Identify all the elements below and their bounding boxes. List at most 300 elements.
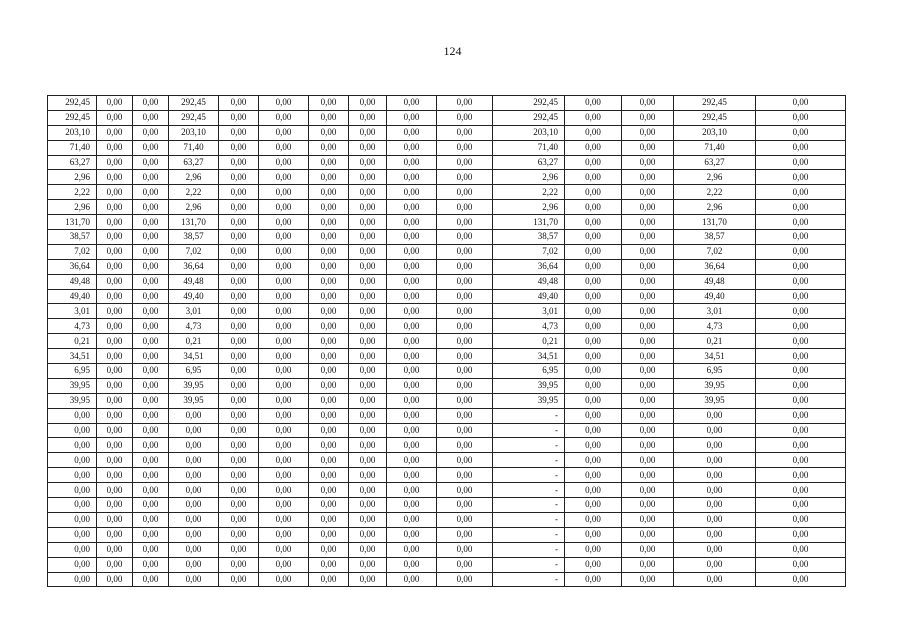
- table-cell: 292,45: [674, 96, 756, 111]
- table-cell: 0,00: [259, 230, 309, 245]
- table-cell: 71,40: [169, 140, 219, 155]
- table-cell: 2,22: [48, 185, 97, 200]
- table-cell: 0,00: [349, 349, 387, 364]
- table-cell: 0,00: [259, 155, 309, 170]
- table-cell: 0,00: [309, 542, 349, 557]
- table-cell: 0,00: [437, 185, 493, 200]
- table-cell: -: [493, 498, 565, 513]
- table-cell: 0,00: [169, 408, 219, 423]
- table-cell: 0,00: [133, 408, 169, 423]
- table-cell: 0,00: [219, 453, 259, 468]
- table-cell: 0,00: [387, 125, 437, 140]
- table-cell: 0,00: [756, 125, 846, 140]
- table-cell: 0,00: [219, 185, 259, 200]
- table-cell: 0,00: [349, 140, 387, 155]
- table-cell: 292,45: [493, 96, 565, 111]
- table-cell: 0,00: [565, 304, 622, 319]
- table-cell: 0,00: [309, 498, 349, 513]
- table-cell: 63,27: [493, 155, 565, 170]
- table-cell: 0,00: [219, 498, 259, 513]
- table-cell: 0,00: [565, 185, 622, 200]
- table-cell: 0,00: [97, 334, 133, 349]
- table-cell: 0,00: [133, 453, 169, 468]
- table-cell: 0,00: [259, 453, 309, 468]
- table-cell: 0,00: [259, 572, 309, 587]
- table-cell: 0,00: [219, 334, 259, 349]
- table-cell: 0,00: [219, 289, 259, 304]
- table-cell: 0,00: [437, 364, 493, 379]
- table-cell: 0,00: [437, 259, 493, 274]
- table-cell: 0,00: [437, 125, 493, 140]
- table-cell: 0,00: [259, 423, 309, 438]
- table-cell: -: [493, 468, 565, 483]
- table-cell: 0,00: [309, 334, 349, 349]
- table-cell: 0,00: [169, 557, 219, 572]
- table-cell: 0,00: [219, 304, 259, 319]
- table-cell: 0,00: [349, 378, 387, 393]
- table-cell: 0,00: [756, 349, 846, 364]
- table-cell: 0,00: [387, 438, 437, 453]
- table-cell: 0,00: [97, 393, 133, 408]
- table-cell: 0,00: [622, 423, 674, 438]
- table-cell: 0,00: [756, 542, 846, 557]
- table-cell: -: [493, 572, 565, 587]
- table-cell: 0,00: [48, 483, 97, 498]
- table-cell: 0,00: [219, 468, 259, 483]
- table-cell: 0,00: [756, 244, 846, 259]
- table-cell: 0,00: [622, 498, 674, 513]
- table-cell: 0,00: [169, 572, 219, 587]
- table-cell: 0,21: [48, 334, 97, 349]
- table-cell: 0,00: [387, 408, 437, 423]
- table-cell: 0,00: [387, 155, 437, 170]
- table-cell: 34,51: [493, 349, 565, 364]
- table-cell: 0,00: [219, 155, 259, 170]
- table-cell: 0,00: [169, 468, 219, 483]
- table-row: [48, 274, 846, 289]
- table-cell: 0,00: [349, 125, 387, 140]
- table-cell: 0,00: [48, 542, 97, 557]
- table-cell: 0,00: [133, 96, 169, 111]
- table-cell: 0,00: [133, 349, 169, 364]
- table-cell: 0,00: [309, 512, 349, 527]
- table-cell: 0,00: [622, 125, 674, 140]
- table-cell: 0,00: [309, 572, 349, 587]
- table-cell: 0,00: [349, 453, 387, 468]
- table-cell: 0,00: [259, 364, 309, 379]
- table-cell: 38,57: [674, 230, 756, 245]
- table-cell: 0,00: [756, 527, 846, 542]
- table-cell: 0,00: [622, 557, 674, 572]
- table-cell: 2,96: [674, 170, 756, 185]
- table-cell: 3,01: [169, 304, 219, 319]
- table-cell: 0,00: [349, 170, 387, 185]
- table-cell: 0,00: [133, 259, 169, 274]
- table-cell: 0,00: [133, 230, 169, 245]
- table-cell: 0,00: [622, 110, 674, 125]
- table-cell: 0,00: [97, 289, 133, 304]
- table-cell: 0,00: [169, 498, 219, 513]
- table-cell: 34,51: [674, 349, 756, 364]
- table-row: [48, 125, 846, 140]
- table-cell: 0,00: [133, 334, 169, 349]
- table-cell: 0,00: [219, 393, 259, 408]
- table-cell: 2,22: [169, 185, 219, 200]
- table-cell: 0,00: [133, 289, 169, 304]
- table-cell: 0,00: [219, 259, 259, 274]
- table-cell: 0,00: [133, 393, 169, 408]
- table-cell: 0,00: [97, 140, 133, 155]
- table-cell: 0,00: [565, 274, 622, 289]
- table-cell: 0,00: [259, 468, 309, 483]
- table-cell: 0,00: [309, 438, 349, 453]
- table-cell: 0,00: [756, 155, 846, 170]
- table-row: [48, 572, 846, 587]
- table-cell: 0,00: [387, 378, 437, 393]
- table-cell: 0,00: [387, 259, 437, 274]
- table-row: [48, 215, 846, 230]
- table-cell: 0,00: [349, 423, 387, 438]
- table-cell: 0,00: [133, 468, 169, 483]
- table-cell: 0,00: [133, 170, 169, 185]
- table-cell: 0,00: [259, 289, 309, 304]
- table-cell: 0,00: [437, 557, 493, 572]
- table-cell: 0,00: [259, 319, 309, 334]
- table-cell: 49,40: [48, 289, 97, 304]
- table-row: [48, 304, 846, 319]
- table-cell: 0,00: [309, 289, 349, 304]
- table-cell: 0,00: [169, 527, 219, 542]
- table-cell: 0,00: [309, 408, 349, 423]
- table-body: [48, 96, 846, 587]
- table-cell: 0,00: [349, 408, 387, 423]
- table-row: [48, 512, 846, 527]
- table-cell: 0,00: [169, 423, 219, 438]
- table-cell: 3,01: [493, 304, 565, 319]
- table-cell: -: [493, 438, 565, 453]
- table-cell: 6,95: [674, 364, 756, 379]
- table-cell: 0,00: [219, 110, 259, 125]
- table-cell: 0,00: [756, 408, 846, 423]
- table-cell: 203,10: [169, 125, 219, 140]
- table-cell: 0,00: [756, 423, 846, 438]
- table-row: [48, 453, 846, 468]
- table-cell: 0,00: [97, 185, 133, 200]
- table-cell: 0,00: [622, 468, 674, 483]
- table-cell: 0,00: [97, 110, 133, 125]
- table-cell: 0,00: [259, 498, 309, 513]
- table-cell: 0,00: [565, 572, 622, 587]
- table-cell: 0,00: [565, 498, 622, 513]
- table-cell: 0,00: [437, 289, 493, 304]
- table-cell: 0,00: [219, 96, 259, 111]
- table-cell: 0,00: [48, 498, 97, 513]
- table-cell: 39,95: [674, 393, 756, 408]
- table-cell: 0,00: [219, 215, 259, 230]
- table-cell: 0,00: [219, 483, 259, 498]
- table-cell: 63,27: [48, 155, 97, 170]
- table-cell: 0,00: [259, 304, 309, 319]
- table-cell: 0,00: [349, 274, 387, 289]
- table-cell: 0,00: [97, 483, 133, 498]
- table-cell: 2,22: [493, 185, 565, 200]
- table-row: [48, 498, 846, 513]
- table-cell: 0,00: [674, 438, 756, 453]
- table-cell: 0,00: [674, 483, 756, 498]
- table-cell: 0,00: [437, 542, 493, 557]
- table-cell: 0,00: [622, 364, 674, 379]
- table-cell: 0,00: [97, 200, 133, 215]
- table-cell: 0,00: [259, 512, 309, 527]
- table-cell: 0,00: [437, 572, 493, 587]
- table-cell: 0,00: [437, 319, 493, 334]
- table-cell: 71,40: [493, 140, 565, 155]
- table-cell: 0,00: [437, 200, 493, 215]
- table-cell: 0,00: [97, 364, 133, 379]
- table-cell: -: [493, 512, 565, 527]
- table-cell: 0,00: [48, 438, 97, 453]
- table-cell: 0,00: [97, 96, 133, 111]
- table-cell: 0,00: [387, 393, 437, 408]
- table-cell: 0,00: [219, 408, 259, 423]
- table-cell: 0,00: [309, 557, 349, 572]
- table-cell: 0,00: [259, 557, 309, 572]
- table-cell: 0,00: [349, 110, 387, 125]
- table-cell: 0,00: [437, 140, 493, 155]
- table-cell: 0,00: [309, 378, 349, 393]
- table-cell: 0,00: [349, 542, 387, 557]
- table-cell: 0,00: [259, 483, 309, 498]
- table-cell: 0,00: [309, 200, 349, 215]
- table-cell: 39,95: [169, 378, 219, 393]
- table-cell: 0,00: [219, 542, 259, 557]
- table-cell: 0,00: [309, 96, 349, 111]
- table-cell: 0,00: [349, 468, 387, 483]
- table-cell: 0,00: [219, 125, 259, 140]
- table-cell: 0,00: [219, 244, 259, 259]
- table-cell: 0,00: [622, 170, 674, 185]
- table-cell: 7,02: [674, 244, 756, 259]
- table-cell: 0,00: [756, 200, 846, 215]
- table-cell: 0,00: [565, 378, 622, 393]
- table-cell: 292,45: [674, 110, 756, 125]
- table-cell: 0,00: [437, 408, 493, 423]
- table-cell: 0,00: [133, 125, 169, 140]
- table-row: [48, 393, 846, 408]
- table-cell: 49,48: [493, 274, 565, 289]
- table-cell: 0,00: [97, 453, 133, 468]
- table-cell: 0,00: [309, 185, 349, 200]
- table-cell: 2,96: [169, 200, 219, 215]
- table-cell: 0,00: [437, 170, 493, 185]
- table-cell: 0,00: [565, 393, 622, 408]
- table-cell: 2,96: [48, 170, 97, 185]
- table-cell: 0,00: [133, 274, 169, 289]
- table-cell: 0,00: [387, 542, 437, 557]
- table-cell: 0,00: [622, 200, 674, 215]
- table-cell: 0,00: [97, 349, 133, 364]
- table-row: [48, 185, 846, 200]
- table-cell: 0,00: [565, 408, 622, 423]
- table-cell: 0,00: [219, 423, 259, 438]
- table-cell: 292,45: [169, 110, 219, 125]
- table-cell: 0,00: [97, 542, 133, 557]
- table-row: [48, 542, 846, 557]
- table-cell: 0,00: [349, 289, 387, 304]
- table-cell: 0,00: [169, 438, 219, 453]
- table-cell: 0,00: [756, 557, 846, 572]
- table-cell: 0,00: [387, 319, 437, 334]
- table-cell: 0,00: [97, 498, 133, 513]
- table-cell: 2,22: [674, 185, 756, 200]
- table-cell: 0,00: [437, 393, 493, 408]
- table-cell: 0,00: [97, 215, 133, 230]
- table-cell: 0,00: [756, 259, 846, 274]
- table-cell: -: [493, 527, 565, 542]
- table-cell: 0,00: [309, 170, 349, 185]
- table-row: [48, 527, 846, 542]
- table-cell: 0,00: [622, 378, 674, 393]
- table-cell: 0,00: [219, 319, 259, 334]
- table-cell: 0,00: [387, 110, 437, 125]
- table-row: [48, 334, 846, 349]
- table-cell: 0,00: [565, 438, 622, 453]
- table-cell: 0,00: [309, 319, 349, 334]
- table-row: [48, 483, 846, 498]
- table-cell: 131,70: [674, 215, 756, 230]
- table-cell: 0,00: [565, 125, 622, 140]
- table-cell: 0,00: [437, 378, 493, 393]
- table-cell: 0,00: [309, 393, 349, 408]
- table-cell: 0,00: [48, 468, 97, 483]
- table-cell: 0,00: [437, 483, 493, 498]
- table-cell: 0,00: [219, 274, 259, 289]
- table-cell: 0,00: [259, 527, 309, 542]
- table-cell: 0,00: [97, 274, 133, 289]
- table-cell: 0,00: [756, 498, 846, 513]
- table-cell: 0,00: [756, 215, 846, 230]
- table-cell: 0,00: [133, 319, 169, 334]
- table-cell: 0,00: [97, 438, 133, 453]
- table-cell: 7,02: [169, 244, 219, 259]
- table-cell: 0,00: [387, 170, 437, 185]
- table-cell: 0,00: [97, 408, 133, 423]
- table-row: [48, 468, 846, 483]
- table-cell: 0,00: [133, 527, 169, 542]
- table-cell: 0,00: [674, 423, 756, 438]
- table-cell: 0,00: [437, 274, 493, 289]
- table-cell: 0,00: [622, 215, 674, 230]
- table-cell: 0,00: [133, 110, 169, 125]
- data-table: [47, 95, 846, 587]
- table-cell: 0,00: [48, 572, 97, 587]
- table-cell: 0,00: [219, 527, 259, 542]
- table-cell: 0,00: [437, 230, 493, 245]
- table-cell: 0,00: [133, 572, 169, 587]
- table-cell: 0,00: [48, 423, 97, 438]
- table-cell: 39,95: [48, 378, 97, 393]
- table-cell: 0,00: [756, 289, 846, 304]
- table-cell: 131,70: [169, 215, 219, 230]
- table-cell: 0,00: [219, 378, 259, 393]
- table-cell: 0,00: [309, 423, 349, 438]
- table-cell: 49,40: [169, 289, 219, 304]
- table-cell: 0,00: [349, 244, 387, 259]
- table-row: [48, 200, 846, 215]
- table-cell: 0,00: [565, 259, 622, 274]
- table-cell: 38,57: [169, 230, 219, 245]
- table-row: [48, 364, 846, 379]
- table-row: [48, 289, 846, 304]
- table-cell: 0,00: [219, 572, 259, 587]
- table-cell: 0,00: [387, 423, 437, 438]
- table-row: [48, 557, 846, 572]
- table-cell: 0,00: [622, 259, 674, 274]
- table-cell: 0,00: [219, 364, 259, 379]
- table-row: [48, 438, 846, 453]
- table-cell: 6,95: [169, 364, 219, 379]
- table-cell: 0,00: [756, 512, 846, 527]
- table-cell: 0,00: [674, 542, 756, 557]
- table-cell: 0,00: [756, 438, 846, 453]
- table-cell: 0,00: [259, 200, 309, 215]
- table-cell: 0,00: [622, 274, 674, 289]
- table-cell: 203,10: [493, 125, 565, 140]
- table-cell: 0,00: [133, 378, 169, 393]
- table-cell: 0,00: [437, 453, 493, 468]
- table-cell: 0,00: [309, 304, 349, 319]
- table-cell: 0,00: [387, 349, 437, 364]
- table-cell: 0,00: [133, 215, 169, 230]
- table-cell: 0,00: [259, 170, 309, 185]
- table-cell: 0,00: [674, 408, 756, 423]
- table-cell: 0,00: [756, 572, 846, 587]
- table-cell: 0,00: [259, 542, 309, 557]
- table-cell: 0,00: [259, 110, 309, 125]
- table-cell: 63,27: [169, 155, 219, 170]
- table-cell: 0,00: [387, 289, 437, 304]
- table-cell: 0,00: [437, 215, 493, 230]
- table-cell: 0,00: [622, 140, 674, 155]
- table-cell: 2,96: [48, 200, 97, 215]
- table-cell: 0,00: [437, 438, 493, 453]
- table-cell: 0,00: [219, 438, 259, 453]
- table-cell: 0,00: [565, 349, 622, 364]
- table-cell: 0,00: [219, 230, 259, 245]
- table-cell: 0,00: [133, 140, 169, 155]
- table-cell: 0,00: [674, 498, 756, 513]
- table-cell: 0,00: [756, 185, 846, 200]
- table-cell: 0,00: [97, 557, 133, 572]
- table-cell: 0,00: [169, 483, 219, 498]
- table-cell: 0,00: [219, 557, 259, 572]
- table-row: [48, 349, 846, 364]
- table-cell: 0,00: [387, 483, 437, 498]
- table-cell: 0,00: [387, 557, 437, 572]
- table-cell: 0,00: [437, 334, 493, 349]
- table-cell: 0,00: [622, 527, 674, 542]
- table-cell: 0,00: [133, 155, 169, 170]
- table-cell: 0,00: [97, 423, 133, 438]
- table-cell: 0,00: [349, 200, 387, 215]
- table-cell: 0,00: [565, 215, 622, 230]
- table-cell: 0,00: [349, 230, 387, 245]
- table-cell: 7,02: [493, 244, 565, 259]
- table-cell: 0,00: [437, 304, 493, 319]
- table-cell: 0,00: [259, 334, 309, 349]
- table-row: [48, 244, 846, 259]
- table-cell: 0,00: [219, 170, 259, 185]
